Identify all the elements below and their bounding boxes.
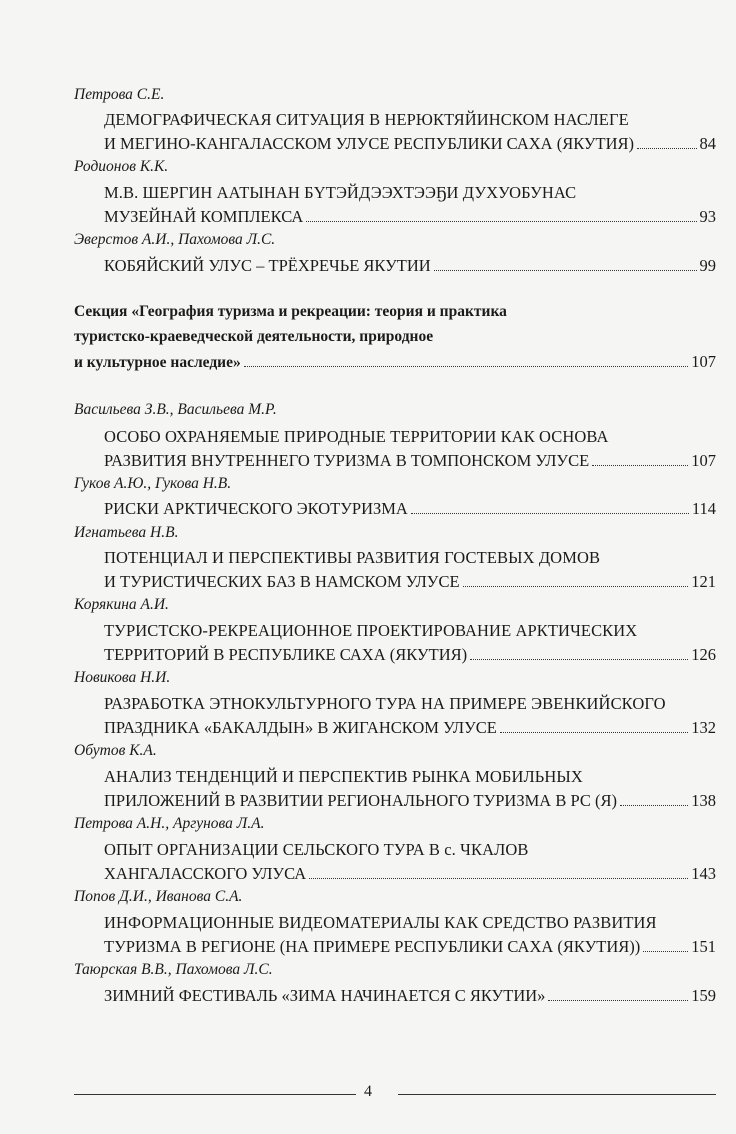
entry-author: Обутов К.А. <box>74 742 157 759</box>
dot-leader <box>643 950 688 952</box>
footer-rule-right <box>398 1094 716 1095</box>
dot-leader <box>548 999 688 1001</box>
dot-leader <box>500 731 688 733</box>
page-ref: 99 <box>699 256 716 275</box>
entry-author: Васильева З.В., Васильева М.Р. <box>74 401 277 418</box>
dot-leader <box>463 585 689 587</box>
entry-title-line: ТУРИЗМА В РЕГИОНЕ (НА ПРИМЕРЕ РЕСПУБЛИКИ САХА (ЯКУТИЯ)) <box>104 937 641 956</box>
entry-title-line: ПРИЛОЖЕНИЙ В РАЗВИТИИ РЕГИОНАЛЬНОГО ТУРИЗМА В РС (Я) <box>104 791 617 810</box>
entry-title-leader <box>104 645 716 665</box>
entry-author: Попов Д.И., Иванова С.А. <box>74 888 243 905</box>
entry-author: Родионов К.К. <box>74 158 169 175</box>
entry-title-line: И ТУРИСТИЧЕСКИХ БАЗ В НАМСКОМ УЛУСЕ <box>104 572 460 591</box>
dot-leader <box>637 147 696 149</box>
entry-title-leader <box>104 572 716 592</box>
entry-title-leader <box>104 864 716 884</box>
page-ref: 107 <box>691 451 716 470</box>
section-title-leader <box>74 352 716 372</box>
entry-title-line: ПРАЗДНИКА «БАКАЛДЫН» В ЖИГАНСКОМ УЛУСЕ <box>104 718 497 737</box>
page-ref: 159 <box>691 986 716 1005</box>
entry-title-line: РАЗВИТИЯ ВНУТРЕННЕГО ТУРИЗМА В ТОМПОНСКОМ УЛУСЕ <box>104 451 590 470</box>
entry-title-leader <box>104 718 716 738</box>
page-ref: 114 <box>691 499 716 518</box>
dot-leader <box>434 269 697 271</box>
entry-title-line: ИНФОРМАЦИОННЫЕ ВИДЕОМАТЕРИАЛЫ КАК СРЕДСТВО РАЗВИТИЯ <box>104 913 657 932</box>
page-ref: 143 <box>691 864 716 883</box>
entry-title-line: ЗИМНИЙ ФЕСТИВАЛЬ «ЗИМА НАЧИНАЕТСЯ С ЯКУТИИ» <box>104 986 546 1005</box>
entry-title-leader <box>104 256 716 276</box>
dot-leader <box>470 658 688 660</box>
section-title-line: туристско-краеведческой деятельности, природное <box>74 328 434 345</box>
entry-title-line: ТУРИСТСКО-РЕКРЕАЦИОННОЕ ПРОЕКТИРОВАНИЕ АРКТИЧЕСКИХ <box>104 621 638 640</box>
entry-title-line: АНАЛИЗ ТЕНДЕНЦИЙ И ПЕРСПЕКТИВ РЫНКА МОБИЛЬНЫХ <box>104 767 583 786</box>
section-title-line: Секция «География туризма и рекреации: теория и практика <box>74 303 507 320</box>
dot-leader <box>592 464 688 466</box>
entry-title-line: М.В. ШЕРГИН ААТЫНАН БҮТЭЙДЭЭХТЭЭҔИ ДУХУОБУНАС <box>104 183 577 202</box>
entry-author: Таюрская В.В., Пахомова Л.С. <box>74 961 273 978</box>
page-ref: 132 <box>691 718 716 737</box>
entry-title-leader <box>104 986 716 1006</box>
dot-leader <box>309 877 688 879</box>
entry-title-line: ХАНГАЛАССКОГО УЛУСА <box>104 864 307 883</box>
entry-title-line: ДЕМОГРАФИЧЕСКАЯ СИТУАЦИЯ В НЕРЮКТЯЙИНСКОМ НАСЛЕГЕ <box>104 110 629 129</box>
page-ref: 151 <box>691 937 716 956</box>
entry-title-line: КОБЯЙСКИЙ УЛУС – ТРЁХРЕЧЬЕ ЯКУТИИ <box>104 256 431 275</box>
entry-title-leader <box>104 207 716 227</box>
dot-leader <box>620 804 688 806</box>
entry-author: Новикова Н.И. <box>74 669 171 686</box>
entry-title-leader <box>104 451 716 471</box>
entry-title-line: РИСКИ АРКТИЧЕСКОГО ЭКОТУРИЗМА <box>104 499 408 518</box>
entry-author: Игнатьева Н.В. <box>74 524 179 541</box>
entry-author: Гуков А.Ю., Гукова Н.В. <box>74 475 232 492</box>
entry-title-leader <box>104 499 716 519</box>
page-number: 4 <box>364 1083 372 1100</box>
page-ref: 84 <box>699 134 716 153</box>
entry-author: Корякина А.И. <box>74 596 169 613</box>
entry-title-line: ОСОБО ОХРАНЯЕМЫЕ ПРИРОДНЫЕ ТЕРРИТОРИИ КАК ОСНОВА <box>104 427 609 446</box>
entry-author: Петрова А.Н., Аргунова Л.А. <box>74 815 265 832</box>
page-ref: 121 <box>691 572 716 591</box>
section-title-line: и культурное наследие» <box>74 354 241 371</box>
entry-title-leader <box>104 134 716 154</box>
entry-title-leader <box>104 937 716 957</box>
entry-author: Эверстов А.И., Пахомова Л.С. <box>74 231 276 248</box>
dot-leader <box>244 365 689 367</box>
entry-title-line: И МЕГИНО-КАНГАЛАССКОМ УЛУСЕ РЕСПУБЛИКИ САХА (ЯКУТИЯ) <box>104 134 635 153</box>
entry-title-line: ОПЫТ ОРГАНИЗАЦИИ СЕЛЬСКОГО ТУРА В с. ЧКАЛОВ <box>104 840 529 859</box>
footer-rule-left <box>74 1094 356 1095</box>
dot-leader <box>306 220 696 222</box>
page-ref: 126 <box>691 645 716 664</box>
entry-title-leader <box>104 791 716 811</box>
page-ref: 138 <box>691 791 716 810</box>
entry-author: Петрова С.Е. <box>74 86 165 103</box>
entry-title-line: МУЗЕЙНАЙ КОМПЛЕКСА <box>104 207 304 226</box>
entry-title-line: РАЗРАБОТКА ЭТНОКУЛЬТУРНОГО ТУРА НА ПРИМЕРЕ ЭВЕНКИЙСКОГО <box>104 694 666 713</box>
entry-title-line: ТЕРРИТОРИЙ В РЕСПУБЛИКЕ САХА (ЯКУТИЯ) <box>104 645 468 664</box>
entry-title-line: ПОТЕНЦИАЛ И ПЕРСПЕКТИВЫ РАЗВИТИЯ ГОСТЕВЫХ ДОМОВ <box>104 548 601 567</box>
page-ref: 107 <box>691 352 716 371</box>
dot-leader <box>411 512 689 514</box>
page-ref: 93 <box>699 207 716 226</box>
